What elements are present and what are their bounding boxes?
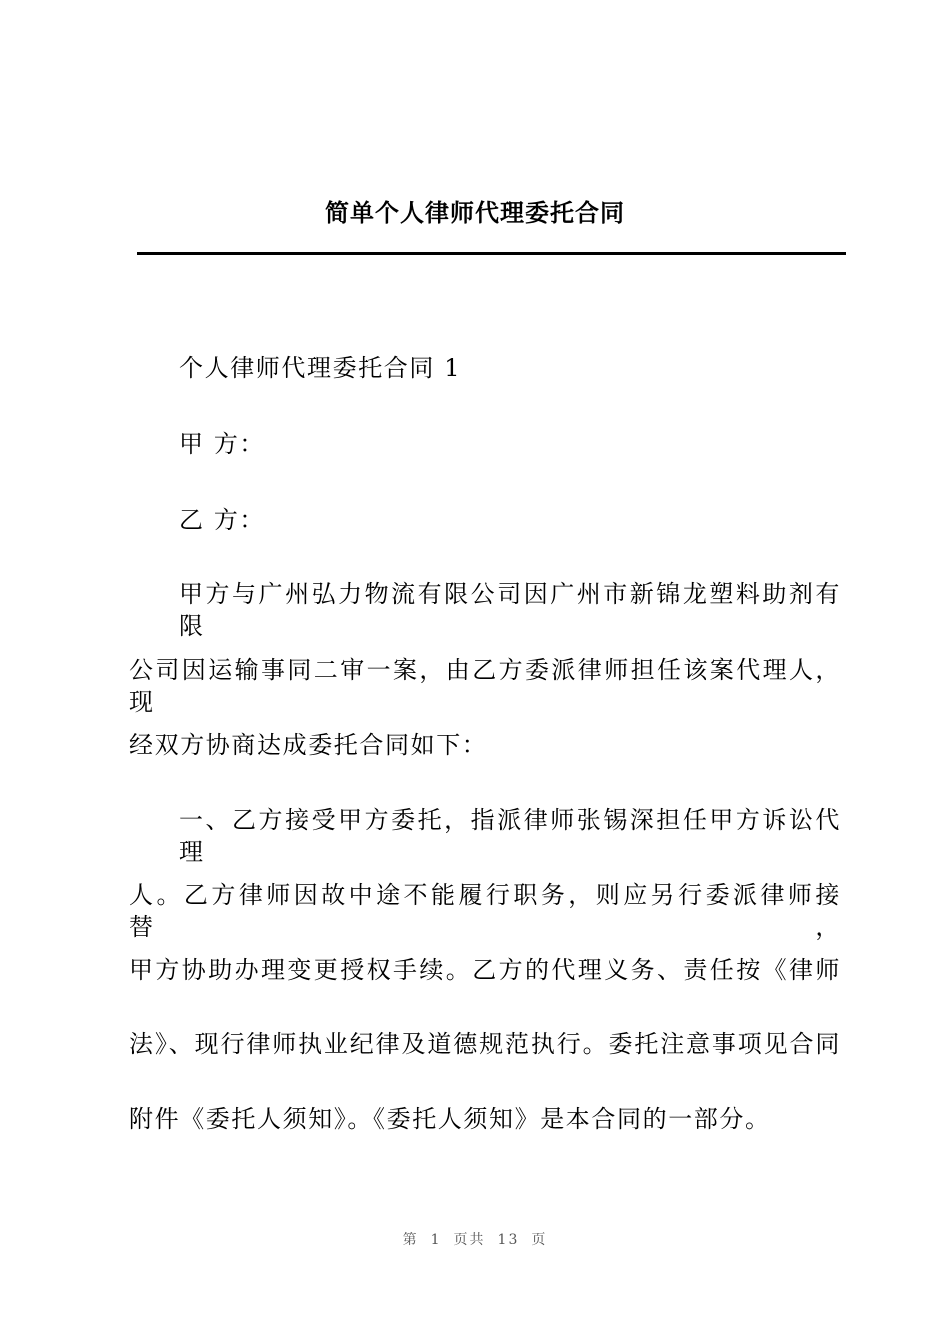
party-a-label: 甲 方： <box>179 430 266 458</box>
contract-heading: 个人律师代理委托合同 1 <box>179 354 462 382</box>
paragraph-2-line-4: 法》、现行律师执业纪律及道德规范执行。委托注意事项见合同 <box>129 1030 841 1058</box>
footer-prefix: 第 <box>402 1232 419 1248</box>
paragraph-1-line-3: 经双方协商达成委托合同如下： <box>129 731 488 759</box>
document-title: 简单个人律师代理委托合同 <box>325 199 625 227</box>
footer-suffix: 页 <box>531 1232 548 1248</box>
paragraph-2-line-3: 甲方协助办理变更授权手续。乙方的代理义务、责任按《律师 <box>129 956 841 984</box>
paragraph-1-line-2: 公司因运输事同二审一案，由乙方委派律师担任该案代理人，现 <box>129 656 841 716</box>
paragraph-2-line-1: 一、乙方接受甲方委托，指派律师张锡深担任甲方诉讼代理 <box>179 806 841 866</box>
footer-mid: 页共 <box>453 1232 486 1248</box>
page-footer <box>0 1228 950 1252</box>
paragraph-2-line-5: 附件《委托人须知》。《委托人须知》是本合同的一部分。 <box>129 1105 771 1133</box>
footer-page-number: 1 <box>430 1232 442 1248</box>
footer-total-pages: 13 <box>497 1232 520 1248</box>
paragraph-2-line-2: 人。乙方律师因故中途不能履行职务，则应另行委派律师接替， <box>129 881 841 941</box>
party-b-label: 乙 方： <box>179 506 266 534</box>
title-underline <box>137 252 846 255</box>
paragraph-1-line-1: 甲方与广州弘力物流有限公司因广州市新锦龙塑料助剂有限 <box>179 580 841 640</box>
